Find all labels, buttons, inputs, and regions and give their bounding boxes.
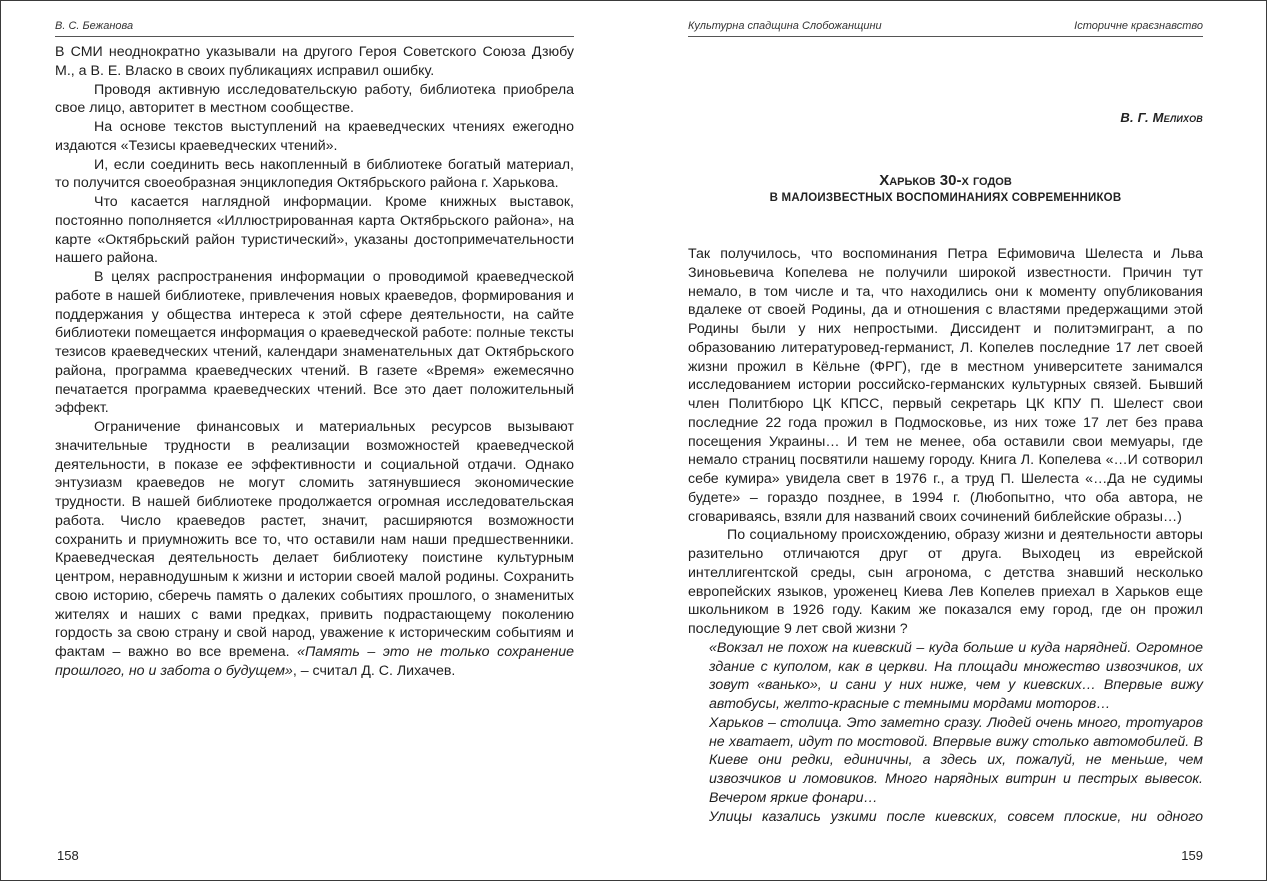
- running-head-author: В. С. Бежанова: [55, 20, 134, 32]
- running-head-section: Історичне краєзнавство: [1074, 20, 1203, 32]
- article-author: В. Г. Мелихов: [1120, 110, 1203, 125]
- paragraph: Так получилось, что воспоминания Петра Ефимовича Шелеста и Льва Зиновьевича Копелева не получили широкой известности. Причин тут немало, в том числе и та, что находились они к моменту опубликования вдалеке от своей Родины, да и отношения с властями предержащими этой Родины были у них непростыми. Диссидент и политэмигрант, а по образованию литературовед-германист, Л. Копелев последние 17 лет своей жизни прожил в Кёльне (ФРГ), где в местном университете занимался исследованием истории российско-германских культурных связей. Бывший член Политбюро ЦК КПСС, первый секретарь ЦК КПУ П. Шелест свои последние 22 года прожил в Подмосковье, из них тоже 17 лет без права посещения Украины… И тем не менее, оба оставили свои мемуары, где немало страниц посвятили нашему городу. Книга Л. Копелева «…И сотворил себе кумира» увидела свет в 1976 г., а труд П. Шелеста «…Да не судимы будете» – гораздо позднее, в 1994 г. (Любопытно, что оба автора, не сговариваясь, взяли для названий своих сочинений библейские образы…): [688, 246, 1203, 525]
- right-page: [688, 0, 1203, 881]
- paragraph: По социальному происхождению, образу жизни и деятельности авторы разительно отличаются друг от друга. Выходец из еврейской интеллигентской среды, сын агронома, с детства знавший несколько европейских языков, уроженец Киева Лев Копелев приехал в Харьков еще школьником в 1926 году. Каким же показался ему город, где он прожил последующие 9 лет свой жизни ?: [688, 527, 1203, 637]
- paragraph: На основе текстов выступлений на краеведческих чтениях ежегодно издаются «Тезисы краеведческих чтений».: [55, 119, 574, 154]
- running-head-collection: Культурна спадщина Слобожанщини: [688, 20, 882, 32]
- paragraph-text: Ограничение финансовых и материальных ресурсов вызывают значительные трудности в реализации возможностей краеведческой деятельности, в показе ее эффективности и социальной отдачи. Однако энтузиазм краеведов не могут сломить затянувшиеся экономические трудности. В нашей библиотеке продолжается огромная исследовательская работа. Число краеведов растет, значит, расширяются возможности сохранить и приумножить все то, что оставили нам наши предшественники. Краеведческая деятельность делает библиотеку поистине культурным центром, неравнодушным к жизни и истории своей малой родины. Сохранить свою историю, сберечь память о далеких событиях прошлого, о знаменитых жителях и наших с вами предках, привить подрастающему поколению гордость за свою страну и свой народ, уважение к историческим событиям и фактам – важно во все времена.: [55, 419, 574, 660]
- paragraph: И, если соединить весь накопленный в библиотеке богатый материал, то получится своеобразная энциклопедия Октябрьского района г. Харькова.: [55, 156, 574, 192]
- paragraph: Что касается наглядной информации. Кроме книжных выставок, постоянно пополняется «Иллюстрированная карта Октябрьского района», на карте «Октябрьский район туристический», указаны достопримечательности нашего района.: [55, 194, 574, 267]
- quote-paragraph: Харьков – столица. Это заметно сразу. Людей очень много, тротуаров не хватает, идут по мостовой. Впервые вижу столько автомобилей. В Киеве они редки, единичны, а здесь их, пожалуй, не меньше, чем извозчиков и ломовиков. Много нарядных витрин и пестрых вывесок. Вечером яркие фонари…: [709, 714, 1203, 806]
- page-number: 158: [57, 848, 79, 863]
- left-body-text: [55, 43, 574, 681]
- paragraph: В СМИ неоднократно указывали на другого Героя Советского Союза Дзюбу М., а В. Е. Власко в своих публикациях исправил ошибку.: [55, 44, 574, 79]
- paragraph: Проводя активную исследовательскую работу, библиотека приобрела свое лицо, авторитет в местном сообществе.: [55, 81, 574, 117]
- quote-attribution: , – считал Д. С. Лихачев.: [292, 662, 456, 679]
- title-line-1: Харьков 30-х годов: [879, 172, 1012, 189]
- quote-paragraph: Улицы казались узкими после киевских, совсем плоские, ни одного: [709, 808, 1203, 825]
- kopelev-quote-block: [688, 639, 1203, 827]
- paragraph: В целях распространения информации о проводимой краеведческой работе в нашей библиотеке, привлечения новых краеведов, формирования и поддержания у общества интереса к этой сфере деятельности, на сайте библиотеки помещается информация о краеведческой работе: полные тексты тезисов краеведческих чтений, календари знаменательных дат Октябрьского района, программа краеведческих чтений. В газете «Время» ежемесячно печатается программа краеведческих чтений. Все это дает положительный эффект.: [55, 269, 574, 417]
- right-running-head: [688, 20, 1203, 37]
- article-title: [688, 172, 1203, 206]
- left-page: [55, 0, 574, 881]
- title-line-2: В МАЛОИЗВЕСТНЫХ ВОСПОМИНАНИЯХ СОВРЕМЕННИКОВ: [769, 192, 1122, 204]
- left-running-head: [55, 20, 574, 37]
- right-body-text: [688, 245, 1203, 826]
- likhachev-quote: «Память – это не только сохранение прошлого, но и забота о будущем»: [55, 644, 574, 679]
- paragraph-final: [55, 418, 574, 681]
- page-number: 159: [1181, 848, 1203, 863]
- quote-paragraph: «Вокзал не похож на киевский – куда больше и куда нарядней. Огромное здание с куполом, как в церкви. На площади множество извозчиков, их зовут «ванько», и сани у них ниже, чем у киевских… Впервые вижу автобусы, желто-красные с темными мордами моторов…: [709, 639, 1203, 712]
